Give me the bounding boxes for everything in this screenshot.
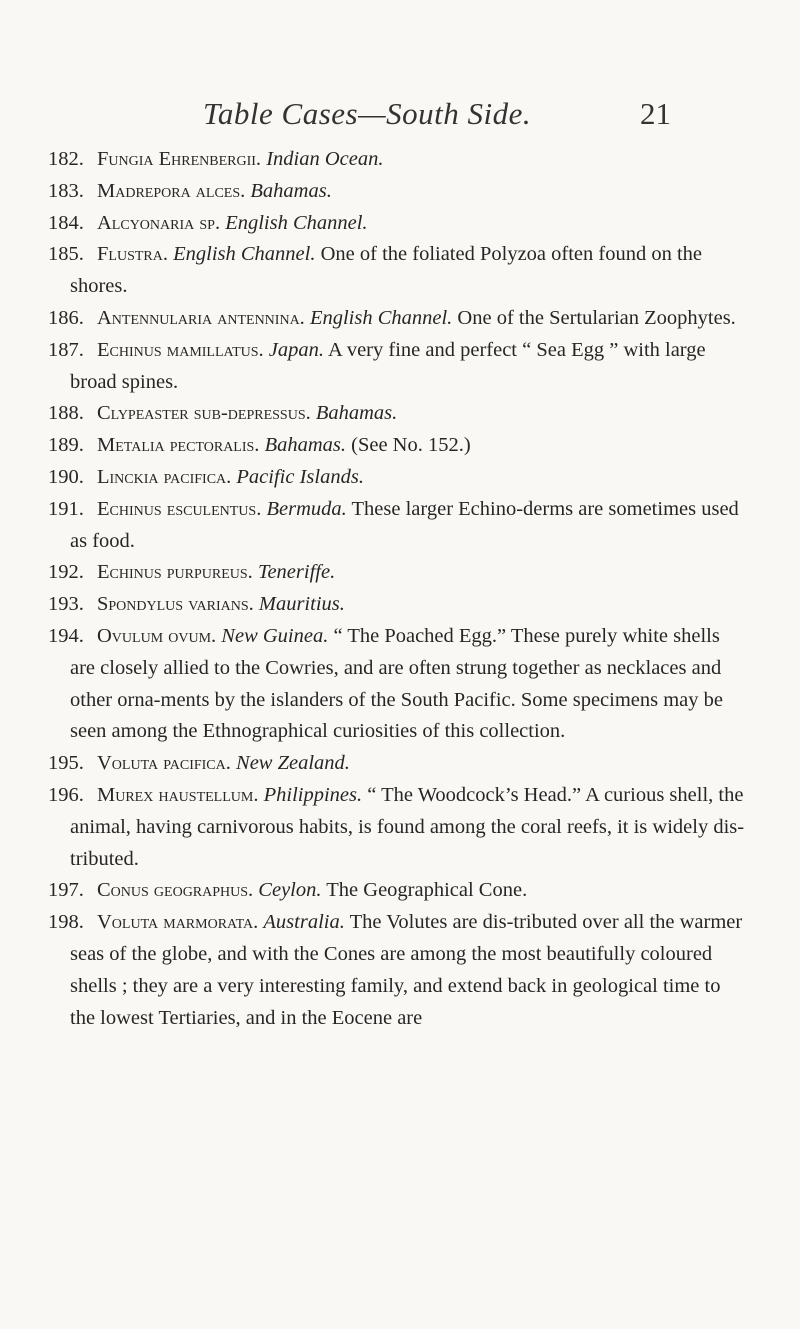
specimen-description: One of the foliated Polyzoa often found on the shores. [70,243,703,298]
specimen-locality: English Channel. [225,211,368,234]
specimen-locality: Bahamas. [250,179,332,202]
specimen-description: A very fine and perfect “ Sea Egg ” with large broad spines. [70,338,706,393]
catalogue-entry [48,335,748,399]
entry-number: 182. [48,148,84,170]
specimen-description: The Volutes are dis-tributed over all the warmer seas of the globe, and with the Cones are among the most beautifully coloured shells ; they are a very interesting family, and extend back in geological time to the lowest Tertiaries, and in the Eocene are [70,911,743,1029]
specimen-name: Flustra. [97,243,168,266]
specimen-locality: Indian Ocean. [266,148,384,170]
specimen-name: Linckia pacifica. [97,465,232,488]
catalogue-entry [48,875,748,907]
specimen-locality: Mauritius. [258,593,345,616]
catalogue-entry [48,907,748,1034]
catalogue-entry [48,589,748,621]
specimen-locality: English Channel. [173,243,316,266]
specimen-locality: New Guinea. [221,624,329,647]
entry-number: 194. [48,624,84,647]
specimen-locality: Bahamas. [315,402,398,425]
entry-number: 183. [48,179,84,202]
specimen-name: Echinus purpureus. [97,561,253,584]
catalogue-entry [48,621,748,748]
catalogue-entry [48,430,748,462]
specimen-description: (See No. 152.) [351,434,471,457]
entry-number: 186. [48,306,84,329]
specimen-locality: Philippines. [263,783,363,806]
catalogue-entry [48,239,748,303]
catalogue-entry [48,398,748,430]
entry-number: 193. [48,593,84,616]
header-title: Table Cases—South Side. [203,96,532,131]
entry-number: 184. [48,211,84,234]
entry-number: 190. [48,465,84,488]
catalogue-entry [48,462,748,494]
specimen-name: Conus geographus. [97,879,254,902]
specimen-locality: Pacific Islands. [236,465,364,488]
entry-number: 189. [48,434,84,457]
specimen-locality: Bermuda. [266,497,347,520]
specimen-locality: New Zealand. [236,752,350,775]
specimen-locality: Australia. [263,911,345,934]
entry-number: 187. [48,338,84,361]
catalogue-entry [48,144,748,176]
specimen-name: Spondylus varians. [97,593,254,616]
specimen-locality: Teneriffe. [257,561,336,584]
catalogue-entry [48,303,748,335]
specimen-locality: Bahamas. [264,434,346,457]
specimen-description: The Geographical Cone. [326,879,528,902]
catalogue-entry [48,780,748,875]
specimen-locality: Japan. [268,338,325,361]
specimen-locality: English Channel. [309,306,453,329]
specimen-description: “ The Woodcock’s Head.” A curious shell, the animal, having carnivorous habits, is found among the coral reefs, it is widely dis-tributed. [70,783,745,870]
entry-number: 197. [48,879,84,902]
catalogue-entry [48,557,748,589]
catalogue-entry [48,748,748,780]
page-number: 21 [640,96,671,131]
catalogue-entry [48,176,748,208]
catalogue-entry [48,494,748,558]
specimen-name: Ovulum ovum. [97,624,217,647]
entry-number: 192. [48,561,84,584]
specimen-name: Metalia pectoralis. [97,434,260,457]
specimen-name: Antennularia antennina. [97,306,305,329]
specimen-name: Madrepora alces. [97,179,246,202]
specimen-name: Murex haustellum. [97,783,259,806]
specimen-name: Echinus esculentus. [97,497,262,520]
specimen-name: Clypeaster sub-depressus. [97,402,311,425]
entry-number: 188. [48,402,84,425]
specimen-name: Voluta marmorata. [97,911,259,934]
entry-number: 191. [48,497,84,520]
specimen-description: “ The Poached Egg.” These purely white shells are closely allied to the Cowries, and are often strung together as necklaces and other orna-ments by the islanders of the South Pacific. Some specimens may be seen among the Ethnographical curiosities of this collection. [70,624,723,743]
entry-number: 185. [48,243,84,266]
specimen-name: Fungia Ehrenbergii. [97,148,262,170]
catalogue-entries [48,144,748,1034]
specimen-name: Echinus mamillatus. [97,338,264,361]
specimen-name: Voluta pacifica. [97,752,231,775]
running-header [0,96,800,142]
entry-number: 196. [48,783,84,806]
specimen-locality: Ceylon. [258,879,322,902]
catalogue-entry [48,208,748,240]
specimen-description: These larger Echino-derms are sometimes used as food. [70,497,739,552]
entry-number: 195. [48,752,84,775]
specimen-name: Alcyonaria sp. [97,211,221,234]
entry-number: 198. [48,911,84,934]
specimen-description: One of the Sertularian Zoophytes. [457,306,736,329]
